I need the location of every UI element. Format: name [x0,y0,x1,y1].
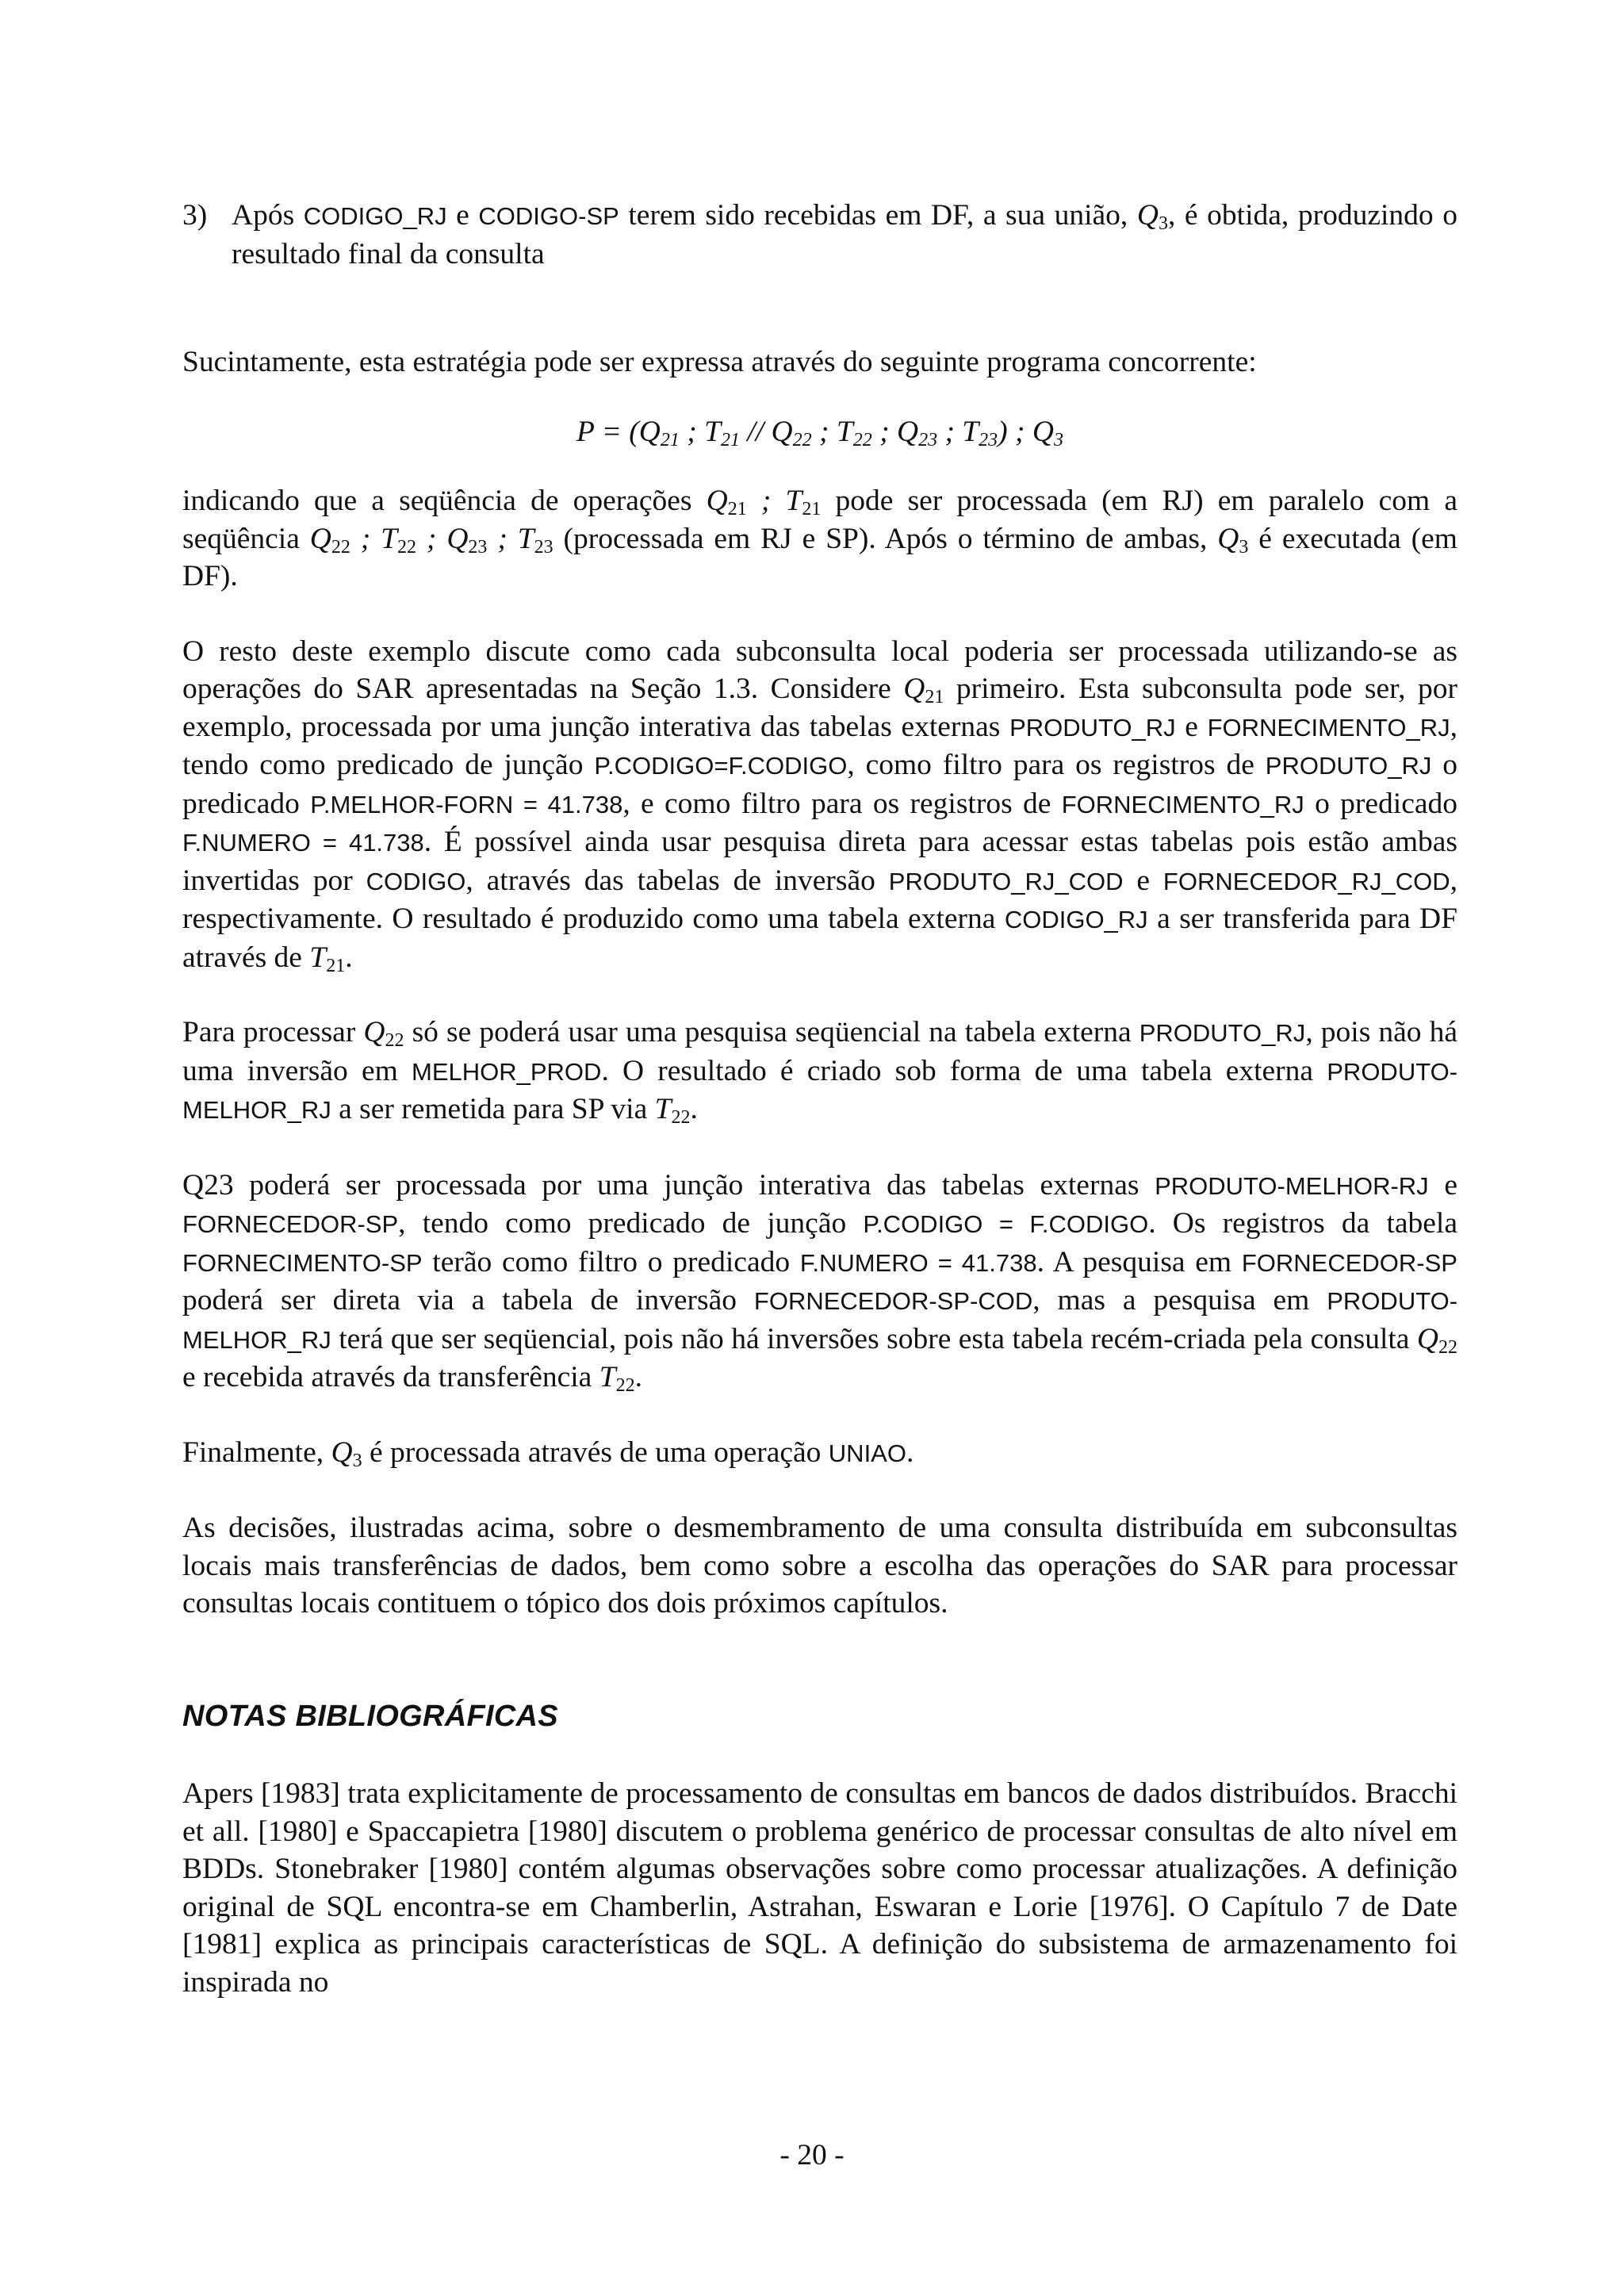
paragraph-indicating: indicando que a seqüência de operações $Q_{21}$ ; $T_{21}$ pode ser processada (em RJ) em paralelo com a seqüência $Q_{22}$ ; $T_{22}$ ; $Q_{23}$ ; $T_{23}$ (processada em RJ e SP). Após o término de ambas, $Q_3$ é executada (em DF). [182,485,1457,592]
paragraph-decisions: As decisões, ilustradas acima, sobre o desmembramento de uma consulta distribuída em subconsultas locais mais transferências de dados, bem como sobre a escolha das operações do SAR para processar consultas locais contituem o tópico dos dois próximos capítulos. [182,1512,1457,1619]
page-number: - 20 - [779,2139,845,2171]
concurrent-program-formula: $P = (Q_{21}$ ; $T_{21} // Q_{22}$ ; $T_{22}$ ; $Q_{23}$ ; $T_{23}$) ; $Q_3$ [576,415,1063,450]
list-item-3: 3) Após CODIGO_RJ e CODIGO-SP terem sido recebidas em DF, a sua união, $Q_3$, é obtida, produzindo o resultado final da consulta [182,197,1457,273]
math-symbol: Q [1136,199,1159,232]
list-item-number: 3) [182,199,208,232]
paragraph-rest-of-example: O resto deste exemplo discute como cada subconsulta local poderia ser processada utilizando-se as operações do SAR apresentadas na Seção 1.3. Considere $Q_{21}$ primeiro. Esta subconsulta pode ser, por exemplo, processada por uma junção interativa das tabelas externas PRODUTO_RJ e FORNECIMENTO_RJ, tendo como predicado de junção P.CODIGO=F.CODIGO, como filtro para os registros de PRODUTO_RJ o predicado P.MELHOR-FORN = 41.738, e como filtro para os registros de FORNECIMENTO_RJ o predicado F.NUMERO = 41.738. É possível ainda usar pesquisa direta para acessar estas tabelas pois estão ambas invertidas por CODIGO, através das tabelas de inversão PRODUTO_RJ_COD e FORNECEDOR_RJ_COD, respectivamente. O resultado é produzido como uma tabela externa CODIGO_RJ a ser transferida para DF através de $T_{21}$. [182,634,1458,976]
paragraph-strategy: Sucintamente, esta estratégia pode ser expressa através do seguinte programa concorrente: [182,346,1257,378]
code-term: CODIGO-SP [478,202,619,230]
paragraph-q23: Q23 poderá ser processada por uma junção interativa das tabelas externas PRODUTO-MELHOR-RJ e FORNECEDOR-SP, tendo como predicado de junção P.CODIGO = F.CODIGO. Os registros da tabela FORNECIMENTO-SP terão como filtro o predicado F.NUMERO = 41.738. A pesquisa em FORNECEDOR-SP poderá ser direta via a tabela de inversão FORNECEDOR-SP-COD, mas a pesquisa em PRODUTO-MELHOR_RJ terá que ser seqüencial, pois não há inversões sobre esta tabela recém-criada pela consulta $Q_{22}$ e recebida através da transferência $T_{22}$. [182,1168,1458,1396]
section-heading: NOTAS BIBLIOGRÁFICAS [182,1699,558,1733]
paragraph-bibliography: Apers [1983] trata explicitamente de processamento de consultas em bancos de dados distribuídos. Bracchi et all. [1980] e Spaccapietra [1980] discutem o problema genérico de processar consultas de alto nível em BDDs. Stonebraker [1980] contém algumas observações sobre como processar atualizações. A definição original de SQL encontra-se em Chamberlin, Astrahan, Eswaran e Lorie [1976]. O Capítulo 7 de Date [1981] explica as principais características de SQL. A definição do subsistema de armazenamento foi inspirada no [182,1777,1457,1999]
page-content [182,197,1457,2001]
paragraph-final: Finalmente, $Q_3$ é processada através de uma operação UNIAO. [182,1435,914,1471]
code-term: CODIGO_RJ [303,202,447,230]
paragraph-q22: Para processar $Q_{22}$ só se poderá usar uma pesquisa seqüencial na tabela externa PRODUTO_RJ, pois não há uma inversão em MELHOR_PROD. O resultado é criado sob forma de uma tabela externa PRODUTO-MELHOR_RJ a ser remetida para SP via $T_{22}$. [182,1016,1458,1128]
